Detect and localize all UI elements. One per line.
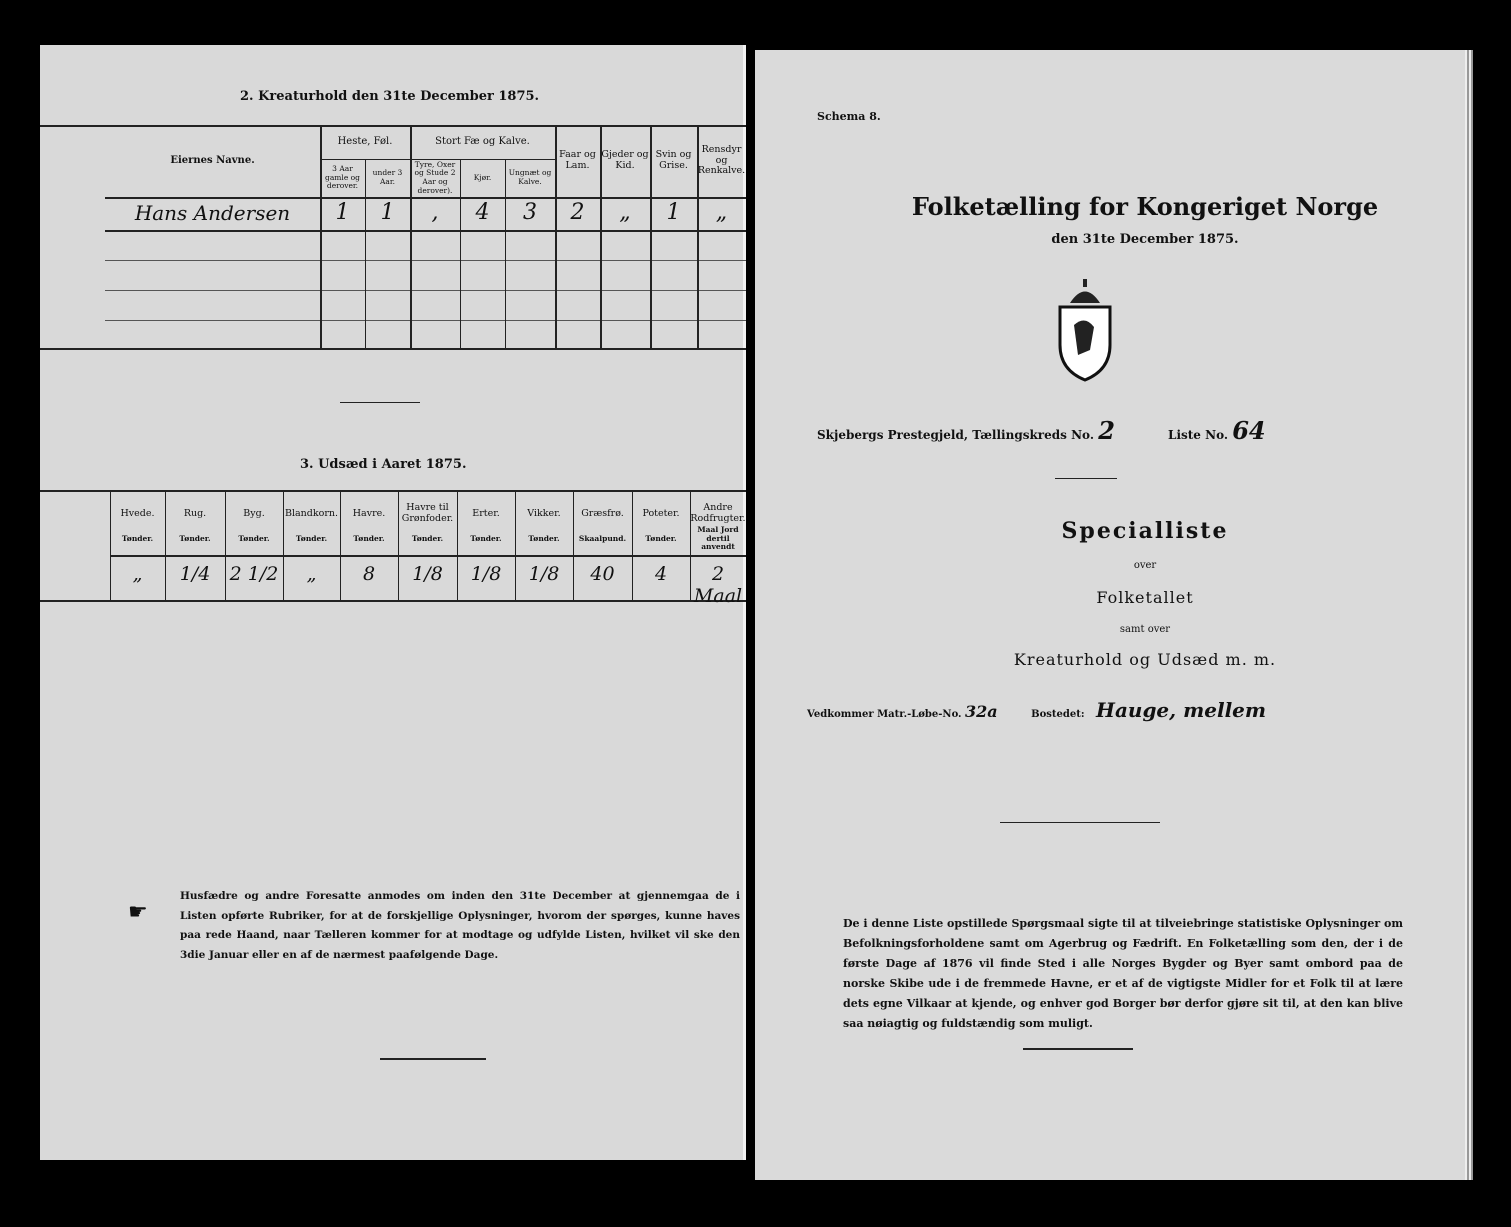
stort-fae-header: Stort Fæ og Kalve. — [435, 136, 530, 148]
sowing-value: 4 — [654, 563, 668, 585]
sowing-value: 1/8 — [412, 563, 443, 585]
column-unit: Tønder. — [353, 533, 385, 543]
over-text: over — [1133, 560, 1157, 571]
column-header: Andre Rodfrugter. — [690, 502, 746, 524]
kreds-value: 2 — [1098, 416, 1115, 445]
liste-line — [1168, 416, 1266, 445]
table-rule — [40, 600, 746, 602]
column-header: Hvede. — [120, 507, 155, 519]
notice-text: Husfædre og andre Foresatte anmodes om inden den 31te December at gjennemgaa de i Listen opførte Rubriker, for at de forskjellige Oplysninger, hvorom der spørges, kunne haves paa rede Haand, naar Tælleren kommer for at modtage og udfylde Listen, hvilket vil ske den 3die Januar eller en af de nærmest paafølgende Dage. — [180, 890, 740, 961]
divider — [380, 1058, 486, 1060]
divider — [1000, 822, 1160, 823]
right-page — [755, 50, 1465, 1180]
kreds-label: Tællingskreds No. — [972, 428, 1095, 442]
pointing-hand-icon: ☛ — [128, 900, 148, 925]
livestock-value: 4 — [475, 200, 490, 225]
column-unit: Maal Jord dertil anvendt — [697, 525, 739, 552]
column-header: Poteter. — [642, 507, 680, 519]
divider — [1055, 478, 1117, 479]
column-header: Vikker. — [527, 507, 561, 519]
column-header: Rug. — [183, 507, 207, 519]
column-header: Erter. — [472, 507, 500, 519]
matr-label: Vedkommer Matr.-Løbe-No. — [807, 709, 962, 720]
sowing-value: 1/8 — [528, 563, 560, 585]
column-unit: Tønder. — [645, 533, 677, 543]
prestegjeld: Skjebergs Prestegjeld, — [817, 428, 969, 442]
column-header: 3 Aar gamle og derover. — [325, 164, 360, 191]
column-unit: Tønder. — [470, 533, 502, 543]
left-page — [40, 45, 746, 1160]
column-header: Tyre, Oxer og Stude 2 Aar og derover). — [414, 159, 456, 195]
owner-name: Hans Andersen — [134, 201, 291, 225]
sowing-value: 2 Maal — [693, 563, 743, 607]
explanatory-paragraph: De i denne Liste opstillede Spørgsmaal sigte til at tilveiebringe statistiske Oplysninger om Befolkningsforholdene samt om Agerbrug og Fædrift. En Folketælling som den, der i de første Dage af 1876 vil finde Sted i alle Norges Bygder og Byer samt ombord paa de norske Skibe ude i de fremmede Havne, er et af de vigtigste Midler for et Folk til at lære dets egne Vilkaar at kjende, og enhver god Borger bør derfor gjøre sit til, at den kan blive saa nøiagtig og fuldstændig som muligt. — [843, 917, 1403, 1030]
matr-value: 32a — [965, 702, 998, 721]
bosted-label: Bostedet: — [1031, 709, 1085, 720]
column-header: Blandkorn. — [284, 507, 339, 519]
column-header: Faar og Lam. — [559, 149, 596, 171]
column-header: under 3 Aar. — [372, 168, 403, 186]
column-unit: Tønder. — [528, 533, 560, 543]
sowing-value: „ — [306, 563, 317, 585]
column-header: Ungnæt og Kalve. — [508, 168, 552, 186]
column-header: Byg. — [243, 507, 265, 519]
column-header: Gjeder og Kid. — [601, 149, 649, 171]
sowing-value: 1/8 — [470, 563, 502, 585]
column-unit: Skaalpund. — [578, 533, 627, 543]
column-unit: Tønder. — [411, 533, 444, 543]
bosted-value: Hauge, mellem — [1096, 698, 1267, 722]
column-header: Havre til Grønfoder. — [401, 502, 454, 524]
sowing-value: 40 — [590, 563, 615, 585]
document-title: Folketælling for Kongeriget Norge — [911, 192, 1379, 221]
document-date: den 31te December 1875. — [1051, 232, 1239, 247]
livestock-value: 1 — [380, 200, 395, 225]
name-header: Eiernes Navne. — [170, 155, 255, 167]
livestock-value: , — [431, 200, 439, 225]
sowing-value: 8 — [362, 563, 376, 585]
schema-label: Schema 8. — [817, 110, 881, 123]
section2-title: 2. Kreaturhold den 31te December 1875. — [240, 89, 540, 104]
section3-title: 3. Udsæd i Aaret 1875. — [300, 457, 467, 472]
matr-line — [807, 698, 1266, 722]
column-unit: Tønder. — [121, 533, 154, 543]
column-unit: Tønder. — [295, 533, 328, 543]
table-rule — [110, 555, 746, 557]
folketallet-text: Folketallet — [1096, 588, 1194, 607]
column-header: Havre. — [352, 507, 386, 519]
column-unit: Tønder. — [179, 533, 211, 543]
livestock-value: „ — [619, 200, 631, 225]
table-rule — [40, 490, 746, 492]
location-line — [817, 416, 1115, 445]
heste-header: Heste, Føl. — [337, 136, 393, 148]
specialliste-heading: Specialliste — [1061, 518, 1229, 544]
liste-label: Liste No. — [1168, 428, 1229, 442]
column-header: Rensdyr og Renkalve. — [697, 143, 746, 177]
livestock-value: „ — [715, 200, 728, 225]
divider — [340, 402, 420, 403]
coat-of-arms-icon — [1050, 275, 1120, 385]
sowing-value: 1/4 — [179, 563, 211, 585]
samt-over-text: samt over — [1119, 624, 1171, 635]
sowing-value: 2 1/2 — [229, 563, 279, 585]
table-rule — [40, 348, 746, 350]
divider — [1023, 1048, 1133, 1050]
livestock-value: 1 — [335, 200, 350, 225]
column-header: Svin og Grise. — [655, 149, 692, 171]
livestock-value: 3 — [523, 200, 537, 225]
liste-value: 64 — [1232, 416, 1266, 445]
livestock-value: 2 — [570, 200, 585, 225]
column-unit: Tønder. — [238, 533, 270, 543]
kreaturhold-text: Kreaturhold og Udsæd m. m. — [1013, 650, 1277, 669]
column-header: Kjør. — [473, 172, 492, 182]
livestock-value: 1 — [666, 200, 681, 225]
column-header: Græsfrø. — [581, 507, 624, 519]
sowing-value: „ — [132, 563, 143, 585]
